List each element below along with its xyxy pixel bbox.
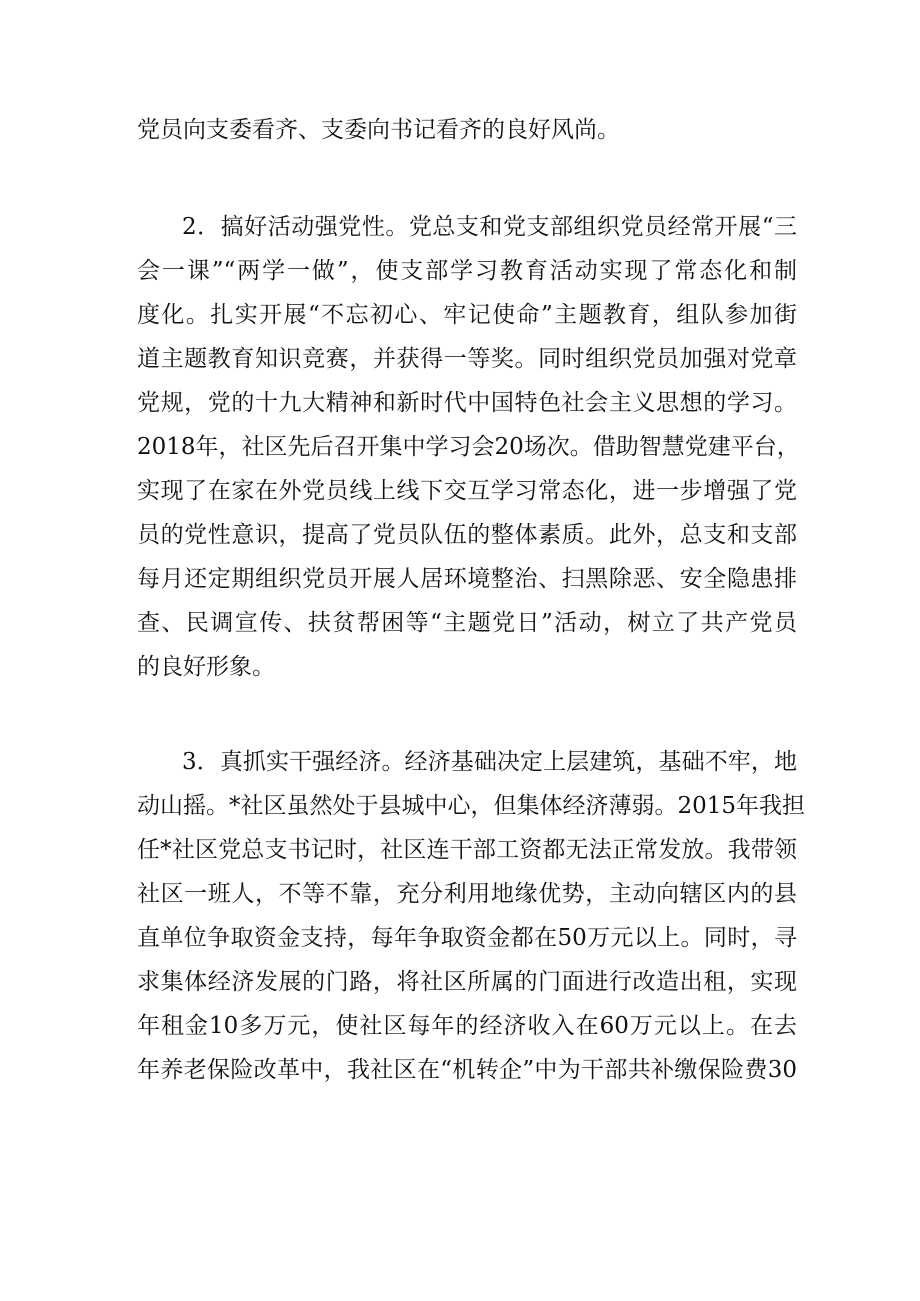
paragraph-3-line-1: 3．真抓实干强经济。经济基础决定上层建筑，基础不牢，地 xyxy=(182,749,797,775)
paragraph-3-line-2: 动山摇。*社区虽然处于县城中心，但集体经济薄弱。2015年我担 xyxy=(137,793,806,819)
paragraph-3-line-6: 求集体经济发展的门路，将社区所属的门面进行改造出租，实现 xyxy=(137,969,797,995)
paragraph-2-line-7: 实现了在家在外党员线上线下交互学习常态化，进一步增强了党 xyxy=(137,478,797,504)
paragraph-3-line-8: 年养老保险改革中，我社区在“机转企”中为干部共补缴保险费30 xyxy=(137,1057,797,1083)
paragraph-2-line-10: 查、民调宣传、扶贫帮困等“主题党日”活动，树立了共产党员 xyxy=(137,610,797,636)
paragraph-1-line-1: 党员向支委看齐、支委向书记看齐的良好风尚。 xyxy=(137,117,620,143)
paragraph-2-line-3: 度化。扎实开展“不忘初心、牢记使命”主题教育，组队参加街 xyxy=(137,302,797,328)
paragraph-2-line-4: 道主题教育知识竞赛，并获得一等奖。同时组织党员加强对党章 xyxy=(137,346,797,372)
paragraph-2-line-6: 2018年，社区先后召开集中学习会20场次。借助智慧党建平台， xyxy=(137,434,800,460)
paragraph-2-line-1: 2．搞好活动强党性。党总支和党支部组织党员经常开展“三 xyxy=(182,214,797,240)
paragraph-2-line-11: 的良好形象。 xyxy=(137,654,275,680)
paragraph-2-line-2: 会一课”“两学一做”，使支部学习教育活动实现了常态化和制 xyxy=(137,258,797,284)
paragraph-2-line-9: 每月还定期组织党员开展人居环境整治、扫黑除恶、安全隐患排 xyxy=(137,566,797,592)
paragraph-3-line-5: 直单位争取资金支持，每年争取资金都在50万元以上。同时，寻 xyxy=(137,925,797,951)
paragraph-3-line-7: 年租金10多万元，使社区每年的经济收入在60万元以上。在去 xyxy=(137,1013,797,1039)
paragraph-3-line-4: 社区一班人，不等不靠，充分利用地缘优势，主动向辖区内的县 xyxy=(137,881,797,907)
paragraph-2-line-8: 员的党性意识，提高了党员队伍的整体素质。此外，总支和支部 xyxy=(137,522,797,548)
paragraph-3-line-3: 任*社区党总支书记时，社区连干部工资都无法正常发放。我带领 xyxy=(137,837,797,863)
paragraph-2-line-5: 党规，党的十九大精神和新时代中国特色社会主义思想的学习。 xyxy=(137,390,797,416)
